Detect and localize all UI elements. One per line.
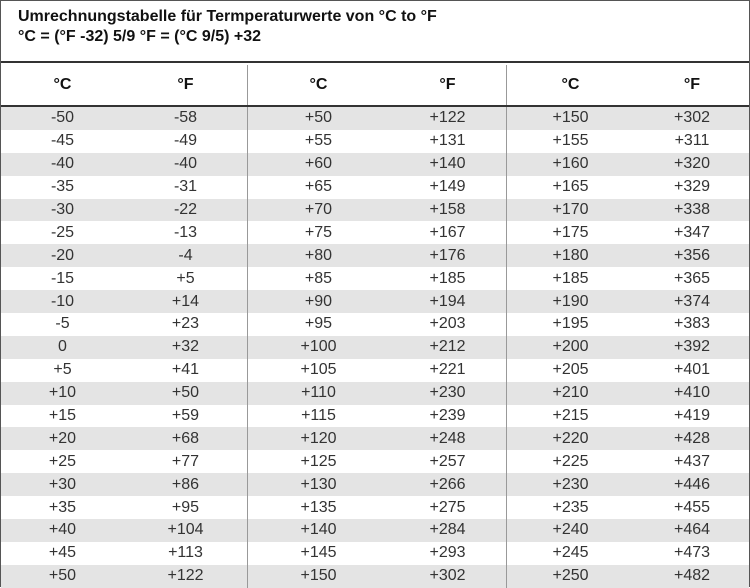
table-row bbox=[1, 199, 749, 222]
row-group-2 bbox=[247, 336, 506, 359]
fahrenheit-cell: +122 bbox=[167, 567, 204, 585]
fahrenheit-cell: +338 bbox=[673, 201, 711, 218]
fahrenheit-cell: +455 bbox=[673, 498, 711, 516]
row-group-1 bbox=[1, 519, 247, 542]
row-group-1 bbox=[1, 221, 247, 244]
celsius-cell: +45 bbox=[48, 544, 77, 562]
row-group-3 bbox=[506, 221, 750, 244]
row-group-2 bbox=[247, 176, 506, 199]
fahrenheit-cell: -40 bbox=[173, 155, 198, 173]
row-group-3 bbox=[506, 313, 750, 336]
celsius-cell: +220 bbox=[552, 429, 589, 447]
celsius-cell: +65 bbox=[304, 178, 333, 196]
fahrenheit-cell: +311 bbox=[674, 132, 710, 150]
fahrenheit-cell: +59 bbox=[171, 407, 200, 425]
table-row bbox=[1, 427, 749, 450]
celsius-cell: +200 bbox=[552, 338, 589, 356]
row-group-2 bbox=[247, 542, 506, 565]
celsius-cell: +230 bbox=[552, 475, 589, 493]
table-title-block bbox=[1, 1, 749, 63]
celsius-cell: +60 bbox=[304, 155, 333, 173]
column-group-2 bbox=[247, 65, 506, 105]
fahrenheit-cell: +419 bbox=[673, 407, 711, 425]
celsius-cell: 0 bbox=[58, 338, 67, 356]
celsius-cell: +25 bbox=[48, 452, 77, 470]
column-group-1 bbox=[1, 65, 247, 105]
row-group-1 bbox=[1, 405, 247, 428]
row-group-3 bbox=[506, 130, 750, 153]
row-group-1 bbox=[1, 176, 247, 199]
row-group-2 bbox=[247, 244, 506, 267]
row-group-2 bbox=[247, 290, 506, 313]
row-group-3 bbox=[506, 405, 750, 428]
celsius-cell: +20 bbox=[48, 429, 77, 447]
row-group-1 bbox=[1, 473, 247, 496]
celsius-cell: -35 bbox=[50, 178, 75, 196]
column-group-3 bbox=[506, 65, 750, 105]
table-row bbox=[1, 153, 749, 176]
row-group-1 bbox=[1, 199, 247, 222]
row-group-1 bbox=[1, 542, 247, 565]
fahrenheit-cell: +23 bbox=[171, 315, 200, 333]
fahrenheit-cell: +293 bbox=[429, 544, 466, 562]
fahrenheit-cell: +104 bbox=[167, 521, 204, 539]
row-group-2 bbox=[247, 107, 506, 130]
celsius-cell: +40 bbox=[48, 521, 77, 539]
row-group-2 bbox=[247, 313, 506, 336]
fahrenheit-cell: -49 bbox=[173, 132, 198, 150]
fahrenheit-cell: +140 bbox=[429, 155, 466, 173]
fahrenheit-cell: +203 bbox=[429, 315, 466, 333]
table-row bbox=[1, 359, 749, 382]
column-header-fahrenheit: °F bbox=[683, 76, 701, 93]
table-row bbox=[1, 496, 749, 519]
celsius-cell: +150 bbox=[300, 567, 337, 585]
fahrenheit-cell: +185 bbox=[429, 269, 466, 287]
fahrenheit-cell: +482 bbox=[673, 567, 711, 585]
celsius-cell: +155 bbox=[552, 132, 589, 150]
celsius-cell: +50 bbox=[48, 567, 77, 585]
celsius-cell: +180 bbox=[552, 246, 589, 264]
fahrenheit-cell: +356 bbox=[673, 246, 711, 264]
fahrenheit-cell: -58 bbox=[173, 109, 198, 127]
conversion-formula: °C = (°F -32) 5/9 °F = (°C 9/5) +32 bbox=[18, 28, 262, 45]
celsius-cell: -15 bbox=[50, 269, 75, 287]
table-title: Umrechnungstabelle für Termperaturwerte von °C to °F bbox=[18, 8, 437, 25]
row-group-3 bbox=[506, 542, 750, 565]
row-group-2 bbox=[247, 382, 506, 405]
celsius-cell: +80 bbox=[304, 246, 333, 264]
table-row bbox=[1, 336, 749, 359]
fahrenheit-cell: +266 bbox=[429, 475, 466, 493]
celsius-cell: +95 bbox=[304, 315, 333, 333]
row-group-1 bbox=[1, 290, 247, 313]
fahrenheit-cell: +221 bbox=[429, 361, 466, 379]
fahrenheit-cell: +95 bbox=[171, 498, 200, 516]
table-row bbox=[1, 565, 749, 588]
fahrenheit-cell: +275 bbox=[429, 498, 466, 516]
fahrenheit-cell: +257 bbox=[429, 452, 466, 470]
celsius-cell: +215 bbox=[552, 407, 589, 425]
celsius-cell: +130 bbox=[300, 475, 337, 493]
fahrenheit-cell: +446 bbox=[673, 475, 711, 493]
celsius-cell: +30 bbox=[48, 475, 77, 493]
row-group-1 bbox=[1, 267, 247, 290]
celsius-cell: +70 bbox=[304, 201, 333, 218]
row-group-1 bbox=[1, 565, 247, 588]
row-group-3 bbox=[506, 199, 750, 222]
fahrenheit-cell: -31 bbox=[173, 178, 198, 196]
fahrenheit-cell: -13 bbox=[173, 223, 198, 241]
celsius-cell: +190 bbox=[552, 292, 589, 310]
celsius-cell: +10 bbox=[48, 384, 77, 402]
celsius-cell: +150 bbox=[552, 109, 589, 127]
row-group-3 bbox=[506, 427, 750, 450]
table-row bbox=[1, 290, 749, 313]
fahrenheit-cell: +77 bbox=[171, 452, 200, 470]
celsius-cell: +5 bbox=[53, 361, 72, 379]
table-row bbox=[1, 450, 749, 473]
row-group-2 bbox=[247, 473, 506, 496]
celsius-cell: +235 bbox=[552, 498, 589, 516]
table-row bbox=[1, 382, 749, 405]
celsius-cell: -20 bbox=[50, 246, 75, 264]
row-group-2 bbox=[247, 519, 506, 542]
celsius-cell: +250 bbox=[552, 567, 589, 585]
row-group-3 bbox=[506, 496, 750, 519]
fahrenheit-cell: +158 bbox=[429, 201, 466, 218]
table-row bbox=[1, 313, 749, 336]
row-group-2 bbox=[247, 359, 506, 382]
row-group-3 bbox=[506, 244, 750, 267]
celsius-cell: +105 bbox=[300, 361, 337, 379]
fahrenheit-cell: +428 bbox=[673, 429, 711, 447]
celsius-cell: -45 bbox=[50, 132, 75, 150]
fahrenheit-cell: +410 bbox=[673, 384, 711, 402]
row-group-1 bbox=[1, 427, 247, 450]
fahrenheit-cell: +5 bbox=[176, 269, 195, 287]
celsius-cell: +225 bbox=[552, 452, 589, 470]
row-group-1 bbox=[1, 496, 247, 519]
table-row bbox=[1, 473, 749, 496]
table-row bbox=[1, 244, 749, 267]
column-header-celsius: °C bbox=[53, 76, 72, 93]
fahrenheit-cell: +149 bbox=[429, 178, 466, 196]
fahrenheit-cell: +194 bbox=[429, 292, 466, 310]
celsius-cell: +35 bbox=[48, 498, 77, 516]
row-group-3 bbox=[506, 290, 750, 313]
celsius-cell: +120 bbox=[300, 429, 337, 447]
row-group-3 bbox=[506, 336, 750, 359]
fahrenheit-cell: +473 bbox=[673, 544, 711, 562]
table-row bbox=[1, 542, 749, 565]
row-group-3 bbox=[506, 565, 750, 588]
row-group-2 bbox=[247, 405, 506, 428]
row-group-3 bbox=[506, 382, 750, 405]
celsius-cell: +145 bbox=[300, 544, 337, 562]
column-header-celsius: °C bbox=[561, 76, 580, 93]
row-group-2 bbox=[247, 450, 506, 473]
row-group-2 bbox=[247, 267, 506, 290]
table-row bbox=[1, 221, 749, 244]
row-group-1 bbox=[1, 130, 247, 153]
celsius-cell: +110 bbox=[301, 384, 336, 402]
fahrenheit-cell: -4 bbox=[178, 246, 193, 264]
column-header-row bbox=[1, 65, 749, 107]
row-group-3 bbox=[506, 107, 750, 130]
fahrenheit-cell: +113 bbox=[168, 544, 203, 562]
celsius-cell: -40 bbox=[50, 155, 75, 173]
row-group-3 bbox=[506, 450, 750, 473]
row-group-3 bbox=[506, 359, 750, 382]
row-group-2 bbox=[247, 496, 506, 519]
row-group-2 bbox=[247, 153, 506, 176]
celsius-cell: -50 bbox=[50, 109, 75, 127]
fahrenheit-cell: +248 bbox=[429, 429, 466, 447]
celsius-cell: +185 bbox=[552, 269, 589, 287]
row-group-1 bbox=[1, 313, 247, 336]
fahrenheit-cell: +14 bbox=[171, 292, 200, 310]
celsius-cell: +205 bbox=[552, 361, 589, 379]
row-group-1 bbox=[1, 153, 247, 176]
table-row bbox=[1, 267, 749, 290]
celsius-cell: +125 bbox=[300, 452, 337, 470]
celsius-cell: -25 bbox=[50, 223, 75, 241]
celsius-cell: -10 bbox=[50, 292, 75, 310]
celsius-cell: +100 bbox=[300, 338, 337, 356]
celsius-cell: +160 bbox=[552, 155, 589, 173]
row-group-2 bbox=[247, 130, 506, 153]
fahrenheit-cell: +230 bbox=[429, 384, 466, 402]
celsius-cell: +85 bbox=[304, 269, 333, 287]
row-group-3 bbox=[506, 267, 750, 290]
row-group-3 bbox=[506, 176, 750, 199]
celsius-cell: +195 bbox=[552, 315, 589, 333]
celsius-cell: +115 bbox=[301, 407, 336, 425]
celsius-cell: -30 bbox=[50, 201, 75, 218]
fahrenheit-cell: +41 bbox=[171, 361, 200, 379]
celsius-cell: +75 bbox=[304, 223, 333, 241]
celsius-cell: +15 bbox=[48, 407, 77, 425]
fahrenheit-cell: +374 bbox=[673, 292, 711, 310]
row-group-2 bbox=[247, 221, 506, 244]
celsius-cell: +55 bbox=[304, 132, 333, 150]
fahrenheit-cell: +50 bbox=[171, 384, 200, 402]
fahrenheit-cell: +392 bbox=[673, 338, 711, 356]
row-group-1 bbox=[1, 382, 247, 405]
column-header-fahrenheit: °F bbox=[439, 76, 456, 93]
table-row bbox=[1, 519, 749, 542]
fahrenheit-cell: +68 bbox=[171, 429, 200, 447]
fahrenheit-cell: +464 bbox=[673, 521, 711, 539]
fahrenheit-cell: +302 bbox=[673, 109, 711, 127]
fahrenheit-cell: +131 bbox=[429, 132, 466, 150]
celsius-cell: +165 bbox=[552, 178, 589, 196]
celsius-cell: +240 bbox=[552, 521, 589, 539]
column-header-celsius: °C bbox=[309, 76, 328, 93]
fahrenheit-cell: +365 bbox=[673, 269, 711, 287]
fahrenheit-cell: +212 bbox=[429, 338, 466, 356]
fahrenheit-cell: +239 bbox=[429, 407, 466, 425]
row-group-1 bbox=[1, 107, 247, 130]
table-row bbox=[1, 107, 749, 130]
row-group-1 bbox=[1, 450, 247, 473]
row-group-1 bbox=[1, 244, 247, 267]
celsius-cell: +135 bbox=[300, 498, 337, 516]
celsius-cell: +50 bbox=[304, 109, 333, 127]
row-group-3 bbox=[506, 473, 750, 496]
row-group-3 bbox=[506, 519, 750, 542]
fahrenheit-cell: +176 bbox=[429, 246, 466, 264]
celsius-cell: +210 bbox=[552, 384, 589, 402]
celsius-cell: +140 bbox=[300, 521, 337, 539]
fahrenheit-cell: +347 bbox=[673, 223, 711, 241]
fahrenheit-cell: +284 bbox=[429, 521, 466, 539]
table-row bbox=[1, 130, 749, 153]
table-row bbox=[1, 405, 749, 428]
row-group-1 bbox=[1, 359, 247, 382]
fahrenheit-cell: +86 bbox=[171, 475, 200, 493]
celsius-cell: -5 bbox=[55, 315, 70, 333]
fahrenheit-cell: +329 bbox=[673, 178, 711, 196]
fahrenheit-cell: +437 bbox=[673, 452, 711, 470]
fahrenheit-cell: +383 bbox=[673, 315, 711, 333]
fahrenheit-cell: -22 bbox=[173, 201, 198, 218]
row-group-2 bbox=[247, 199, 506, 222]
column-header-fahrenheit: °F bbox=[177, 76, 194, 93]
row-group-2 bbox=[247, 565, 506, 588]
fahrenheit-cell: +302 bbox=[429, 567, 466, 585]
fahrenheit-cell: +167 bbox=[429, 223, 466, 241]
celsius-cell: +175 bbox=[552, 223, 589, 241]
fahrenheit-cell: +32 bbox=[171, 338, 200, 356]
table-body bbox=[1, 107, 749, 588]
celsius-cell: +170 bbox=[552, 201, 589, 218]
table-row bbox=[1, 176, 749, 199]
fahrenheit-cell: +122 bbox=[429, 109, 466, 127]
celsius-cell: +245 bbox=[552, 544, 589, 562]
celsius-cell: +90 bbox=[304, 292, 333, 310]
row-group-2 bbox=[247, 427, 506, 450]
fahrenheit-cell: +320 bbox=[673, 155, 711, 173]
row-group-3 bbox=[506, 153, 750, 176]
row-group-1 bbox=[1, 336, 247, 359]
fahrenheit-cell: +401 bbox=[673, 361, 711, 379]
